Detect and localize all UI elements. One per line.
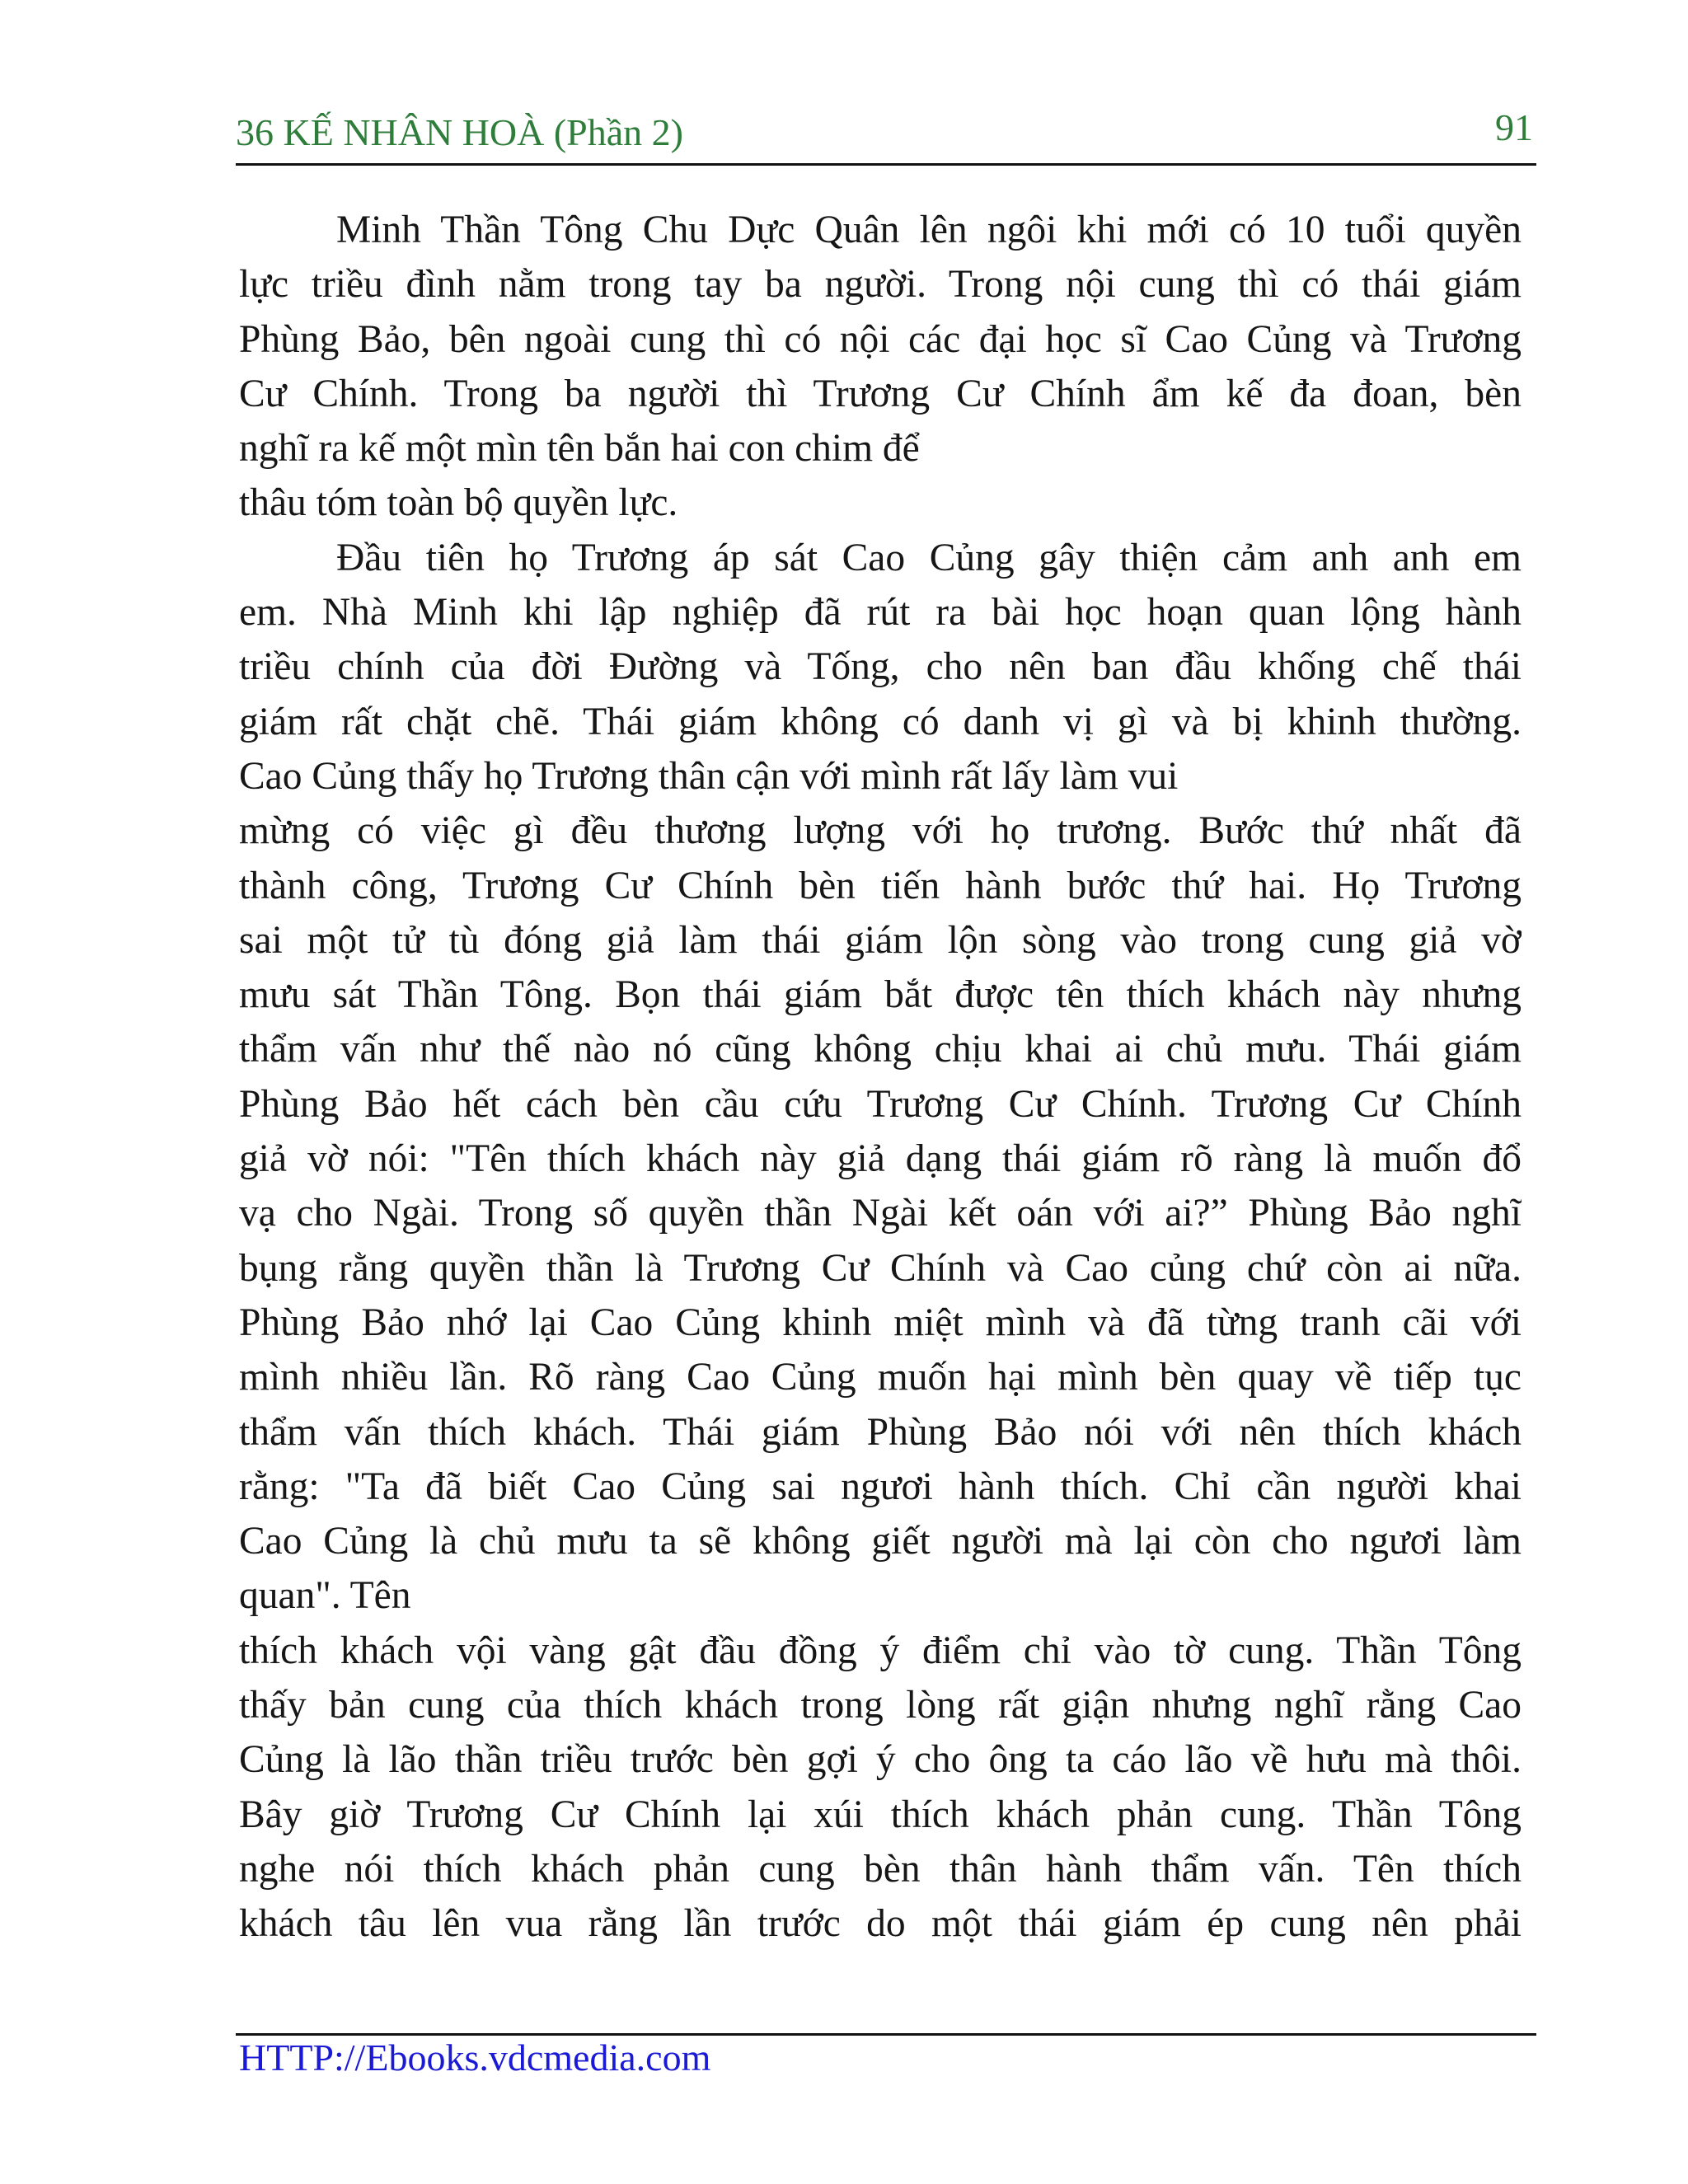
body-line: khách tâu lên vua rằng lần trước do một thái giám ép cung nên phải xyxy=(239,1902,1522,1946)
body-line: Cao Củng là chủ mưu ta sẽ không giết người mà lại còn cho ngươi làm xyxy=(239,1520,1522,1563)
body-line: mưu sát Thần Tông. Bọn thái giám bắt được tên thích khách này nhưng xyxy=(239,973,1522,1017)
body-line: thích khách vội vàng gật đầu đồng ý điểm chỉ vào tờ cung. Thần Tông xyxy=(239,1629,1522,1672)
book-title: 36 KẾ NHÂN HOÀ (Phần 2) xyxy=(236,111,683,153)
body-line: Phùng Bảo, bên ngoài cung thì có nội các đại học sĩ Cao Củng và Trương xyxy=(239,317,1522,361)
header-divider xyxy=(236,163,1536,166)
body-line: thành công, Trương Cư Chính bèn tiến hành bước thứ hai. Họ Trương xyxy=(239,864,1522,907)
page-header xyxy=(236,107,1536,163)
body-line: Đầu tiên họ Trương áp sát Cao Củng gây thiện cảm anh anh em xyxy=(336,536,1522,579)
body-line: Bây giờ Trương Cư Chính lại xúi thích khách phản cung. Thần Tông xyxy=(239,1793,1522,1836)
page-body xyxy=(239,203,1522,1952)
body-line: em. Nhà Minh khi lập nghiệp đã rút ra bài học hoạn quan lộng hành xyxy=(239,591,1522,635)
body-line: triều chính của đời Đường và Tống, cho nên ban đầu khống chế thái xyxy=(239,645,1522,689)
body-line: thâu tóm toàn bộ quyền lực. xyxy=(239,481,678,525)
body-line: Cư Chính. Trong ba người thì Trương Cư Chính ẩm kế đa đoan, bèn xyxy=(239,372,1522,415)
body-line: vạ cho Ngài. Trong số quyền thần Ngài kết oán với ai?” Phùng Bảo nghĩ xyxy=(239,1192,1522,1235)
body-line: Củng là lão thần triều trước bèn gợi ý cho ông ta cáo lão về hưu mà thôi. xyxy=(239,1738,1522,1782)
body-line: rằng: "Ta đã biết Cao Củng sai ngươi hành thích. Chỉ cần người khai xyxy=(239,1465,1522,1508)
body-line: giám rất chặt chẽ. Thái giám không có danh vị gì và bị khinh thường. xyxy=(239,700,1522,743)
body-line: nghĩ ra kế một mìn tên bắn hai con chim để xyxy=(239,427,920,471)
body-line: lực triều đình nằm trong tay ba người. Trong nội cung thì có thái giám xyxy=(239,263,1522,307)
body-line: quan". Tên xyxy=(239,1574,411,1618)
body-line: sai một tử tù đóng giả làm thái giám lộn sòng vào trong cung giả vờ xyxy=(239,918,1522,962)
body-line: nghe nói thích khách phản cung bèn thân hành thẩm vấn. Tên thích xyxy=(239,1847,1522,1891)
body-line: giả vờ nói: "Tên thích khách này giả dạng thái giám rõ ràng là muốn đổ xyxy=(239,1137,1522,1181)
body-line: thẩm vấn thích khách. Thái giám Phùng Bảo nói với nên thích khách xyxy=(239,1410,1522,1454)
body-line: mình nhiều lần. Rõ ràng Cao Củng muốn hại mình bèn quay về tiếp tục xyxy=(239,1356,1522,1399)
footer-website-link[interactable]: HTTP://Ebooks.vdcmedia.com xyxy=(239,2036,711,2079)
body-line: mừng có việc gì đều thương lượng với họ trương. Bước thứ nhất đã xyxy=(239,809,1522,853)
body-line: Minh Thần Tông Chu Dực Quân lên ngôi khi mới có 10 tuổi quyền xyxy=(336,209,1522,251)
body-line: Cao Củng thấy họ Trương thân cận với mình rất lấy làm vui xyxy=(239,754,1179,798)
body-line: Phùng Bảo nhớ lại Cao Củng khinh miệt mình và đã từng tranh cãi với xyxy=(239,1301,1522,1344)
body-line: thấy bản cung của thích khách trong lòng rất giận nhưng nghĩ rằng Cao xyxy=(239,1684,1522,1727)
body-line: thẩm vấn như thế nào nó cũng không chịu khai ai chủ mưu. Thái giám xyxy=(239,1028,1522,1071)
body-line: Phùng Bảo hết cách bèn cầu cứu Trương Cư Chính. Trương Cư Chính xyxy=(239,1082,1522,1126)
page-number: 91 xyxy=(1495,106,1533,148)
body-line: bụng rằng quyền thần là Trương Cư Chính và Cao củng chứ còn ai nữa. xyxy=(239,1246,1522,1290)
